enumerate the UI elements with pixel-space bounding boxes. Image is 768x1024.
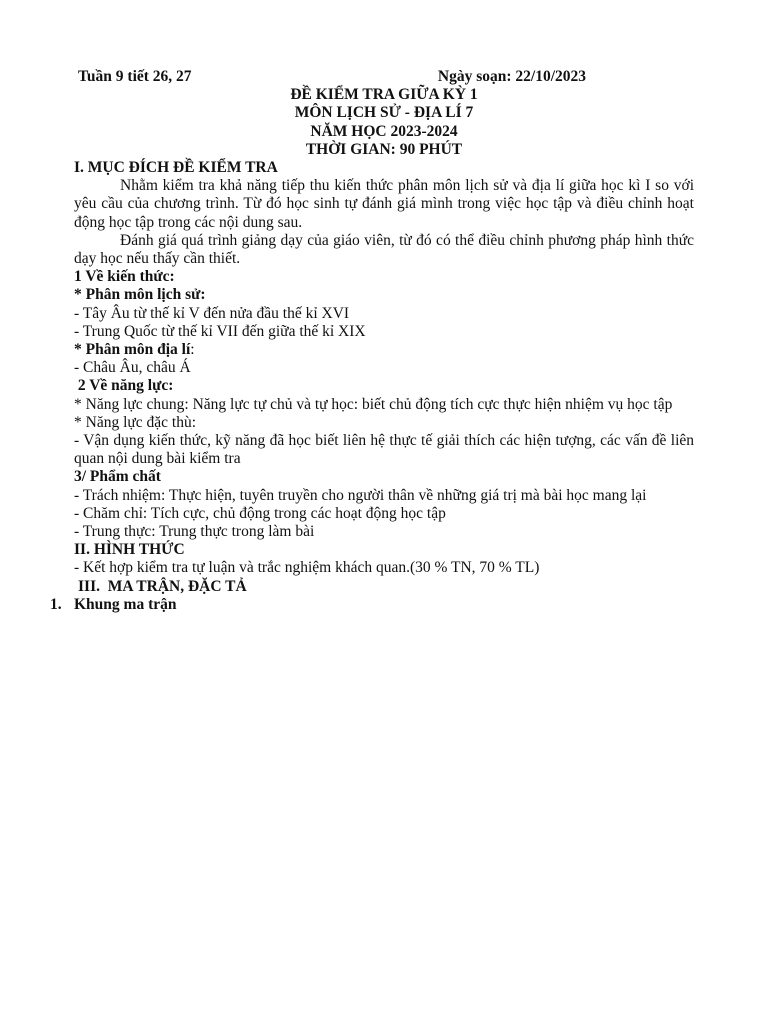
exam-duration: THỜI GIAN: 90 PHÚT (305, 140, 463, 158)
exam-title: ĐỀ KIỂM TRA GIỮA KỲ 1 (290, 86, 478, 104)
quality-heading: 3/ Phẩm chất (74, 468, 161, 486)
quality-item: - Trung thực: Trung thực trong làm bài (74, 523, 315, 541)
matrix-item-number: 1. (50, 595, 62, 613)
matrix-item-label: Khung ma trận (74, 595, 177, 613)
header-row (74, 68, 694, 86)
section-2-heading: II. HÌNH THỨC (74, 541, 185, 559)
school-year: NĂM HỌC 2023-2024 (310, 122, 458, 140)
section-3-heading: III. MA TRẬN, ĐẶC TẢ (78, 577, 247, 595)
section-1-heading: I. MỤC ĐÍCH ĐỀ KIỂM TRA (74, 159, 278, 177)
purpose-paragraph-1: Nhằm kiểm tra khả năng tiếp thu kiến thức phân môn lịch sử và địa lí giữa học kì I so với yêu cầu của chương trình. Từ đó học sinh tự đánh giá mình trong việc học tập và điều chỉnh hoạt động học tập trong các nội dung sau. (74, 177, 694, 231)
history-heading: * Phân môn lịch sử: (74, 286, 206, 304)
geography-item: - Châu Âu, châu Á (74, 359, 191, 377)
matrix-item (50, 595, 694, 614)
ability-general: * Năng lực chung: Năng lực tự chủ và tự học: biết chủ động tích cực thực hiện nhiệm vụ học tập (74, 395, 673, 413)
quality-item: - Chăm chỉ: Tích cực, chủ động trong các hoạt động học tập (74, 504, 446, 522)
prepared-date: Ngày soạn: 22/10/2023 (437, 68, 586, 85)
purpose-paragraph-2: Đánh giá quá trình giảng dạy của giáo viên, từ đó có thể điều chỉnh phương pháp hình thức dạy học nếu thấy cần thiết. (74, 231, 694, 268)
format-text: - Kết hợp kiểm tra tự luận và trắc nghiệm khách quan.(30 % TN, 70 % TL) (74, 559, 540, 577)
quality-item: - Trách nhiệm: Thực hiện, tuyên truyền cho người thân về những giá trị mà bài học mang lại (74, 486, 647, 504)
ability-heading: 2 Về năng lực: (74, 377, 174, 395)
ability-special-heading: * Năng lực đặc thù: (74, 413, 197, 431)
geography-heading-line (74, 341, 694, 359)
subject-title: MÔN LỊCH SỬ - ĐỊA LÍ 7 (294, 104, 474, 122)
geography-heading: * Phân môn địa lí (74, 341, 191, 359)
week-lesson: Tuần 9 tiết 26, 27 (78, 68, 192, 85)
history-item: - Tây Âu từ thế kỉ V đến nửa đầu thế kỉ XVI (74, 304, 350, 322)
knowledge-heading: 1 Về kiến thức: (74, 268, 175, 286)
document-body (50, 68, 694, 614)
history-item: - Trung Quốc từ thế kỉ VII đến giữa thế kỉ XIX (74, 322, 366, 340)
ability-special: - Vận dụng kiến thức, kỹ năng đã học biết liên hệ thực tế giải thích các hiện tượng, các vấn đề liên quan nội dung bài kiểm tra (74, 432, 694, 468)
geography-colon: : (190, 341, 195, 359)
